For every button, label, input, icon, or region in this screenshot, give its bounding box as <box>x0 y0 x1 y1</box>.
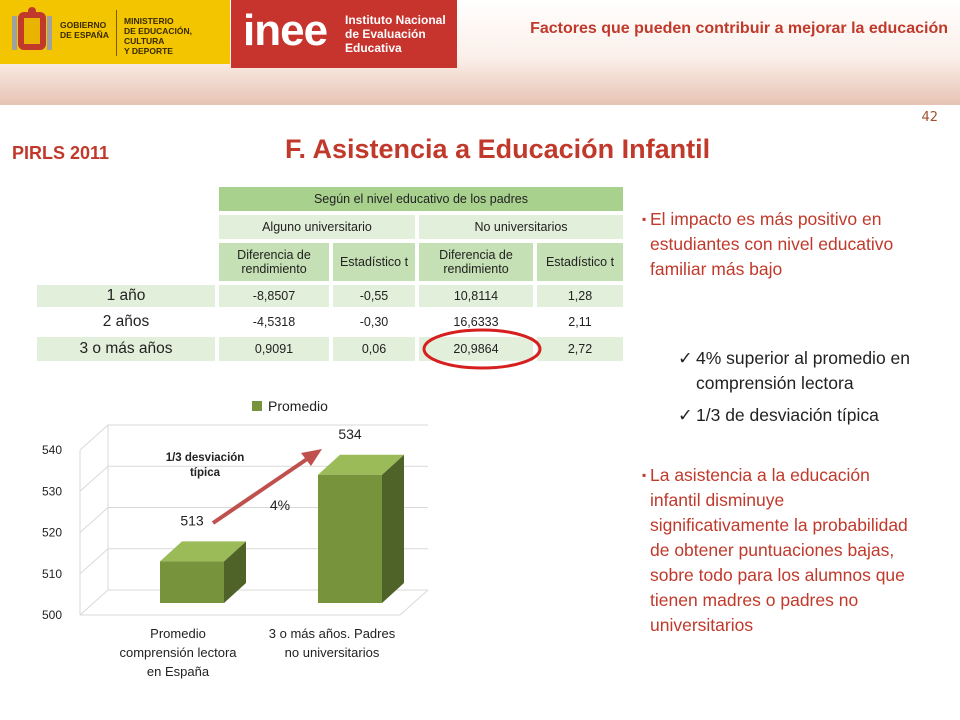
y-tick-label: 520 <box>42 525 63 540</box>
check-item <box>678 403 938 428</box>
table-cell: -4,5318 <box>217 309 331 335</box>
table-subgroup-1: Alguno universitario <box>217 213 417 241</box>
arrow-head-icon <box>301 449 322 466</box>
y-tick-label: 500 <box>42 608 63 622</box>
x-tick-label: Promedio comprensión lectora en España <box>119 626 237 679</box>
table-cell: 20,9864 <box>417 335 535 363</box>
table-col-header: Diferencia de rendimiento <box>217 241 331 283</box>
table-cell: -0,55 <box>331 283 417 309</box>
table-cell: 0,06 <box>331 335 417 363</box>
table-subgroup-2: No universitarios <box>417 213 625 241</box>
checkmark-icon: ✓ <box>678 348 693 368</box>
bullet-assistance-text: La asistencia a la educación infantil disminuye significativamente la probabilidad de obtener puntuaciones bajas, sobre todo para los alumnos que tienen madres o padres no universitarios <box>650 465 908 635</box>
coat-of-arms-icon <box>10 6 54 58</box>
table-cell: -0,30 <box>331 309 417 335</box>
inee-wordmark: inee <box>243 6 328 55</box>
data-label: 534 <box>338 425 362 442</box>
y-tick-label: 530 <box>42 484 63 499</box>
legend-swatch <box>252 401 262 411</box>
table-cell: 2,72 <box>535 335 625 363</box>
table-cell: 16,6333 <box>417 309 535 335</box>
header-title: Factores que pueden contribuir a mejorar la educación <box>530 20 948 37</box>
bar-side <box>382 455 404 603</box>
inee-name: Instituto Nacional de Evaluación Educativa <box>345 13 446 55</box>
trend-arrow <box>213 455 313 523</box>
table-row-label: 2 años <box>35 309 217 335</box>
highlight-ellipse <box>420 326 544 372</box>
square-bullet-icon: ▪ <box>642 468 647 482</box>
gobierno-text: GOBIERNO DE ESPAÑA <box>60 20 109 40</box>
logo-divider <box>116 10 117 56</box>
table-cell: 0,9091 <box>217 335 331 363</box>
table-cell: 10,8114 <box>417 283 535 309</box>
table-cell: 2,11 <box>535 309 625 335</box>
bar <box>318 475 382 603</box>
y-tick-label: 540 <box>42 443 63 457</box>
annotation-deviation: 1/3 desviación típica <box>165 452 245 479</box>
table-col-header: Estadístico t <box>331 241 417 283</box>
table-cell: 1,28 <box>535 283 625 309</box>
page-number: 42 <box>921 110 938 125</box>
check-item-text: 4% superior al promedio en comprensión lectora <box>696 348 911 393</box>
gobierno-logo <box>0 0 230 64</box>
bar-chart <box>0 380 470 690</box>
study-label: PIRLS 2011 <box>12 143 110 163</box>
check-item-text: 1/3 de desviación típica <box>696 405 879 425</box>
gridline <box>80 425 428 450</box>
bullet-impact-text: El impacto es más positivo en estudiantes con nivel educativo familiar más bajo <box>650 209 894 279</box>
table-col-header: Estadístico t <box>535 241 625 283</box>
checkmark-icon: ✓ <box>678 405 693 425</box>
ministerio-text: MINISTERIO DE EDUCACIÓN, CULTURA Y DEPORTE <box>124 16 193 56</box>
annotation-percent: 4% <box>269 497 291 513</box>
legend-label: Promedio <box>268 398 328 414</box>
check-item <box>678 346 938 396</box>
slide-title: F. Asistencia a Educación Infantil <box>285 134 711 164</box>
bar <box>160 561 224 603</box>
table-row-label: 1 año <box>35 283 217 309</box>
table-group-header: Según el nivel educativo de los padres <box>217 185 625 213</box>
y-tick-label: 510 <box>42 566 63 581</box>
table-col-header: Diferencia de rendimiento <box>417 241 535 283</box>
x-tick-label: 3 o más años. Padres no universitarios <box>268 626 396 660</box>
data-label: 513 <box>180 512 204 529</box>
bullet-impact <box>630 207 930 282</box>
square-bullet-icon: ▪ <box>642 212 647 226</box>
table-cell: -8,8507 <box>217 283 331 309</box>
table-row-label: 3 o más años <box>35 335 217 363</box>
bullet-assistance <box>630 463 915 638</box>
